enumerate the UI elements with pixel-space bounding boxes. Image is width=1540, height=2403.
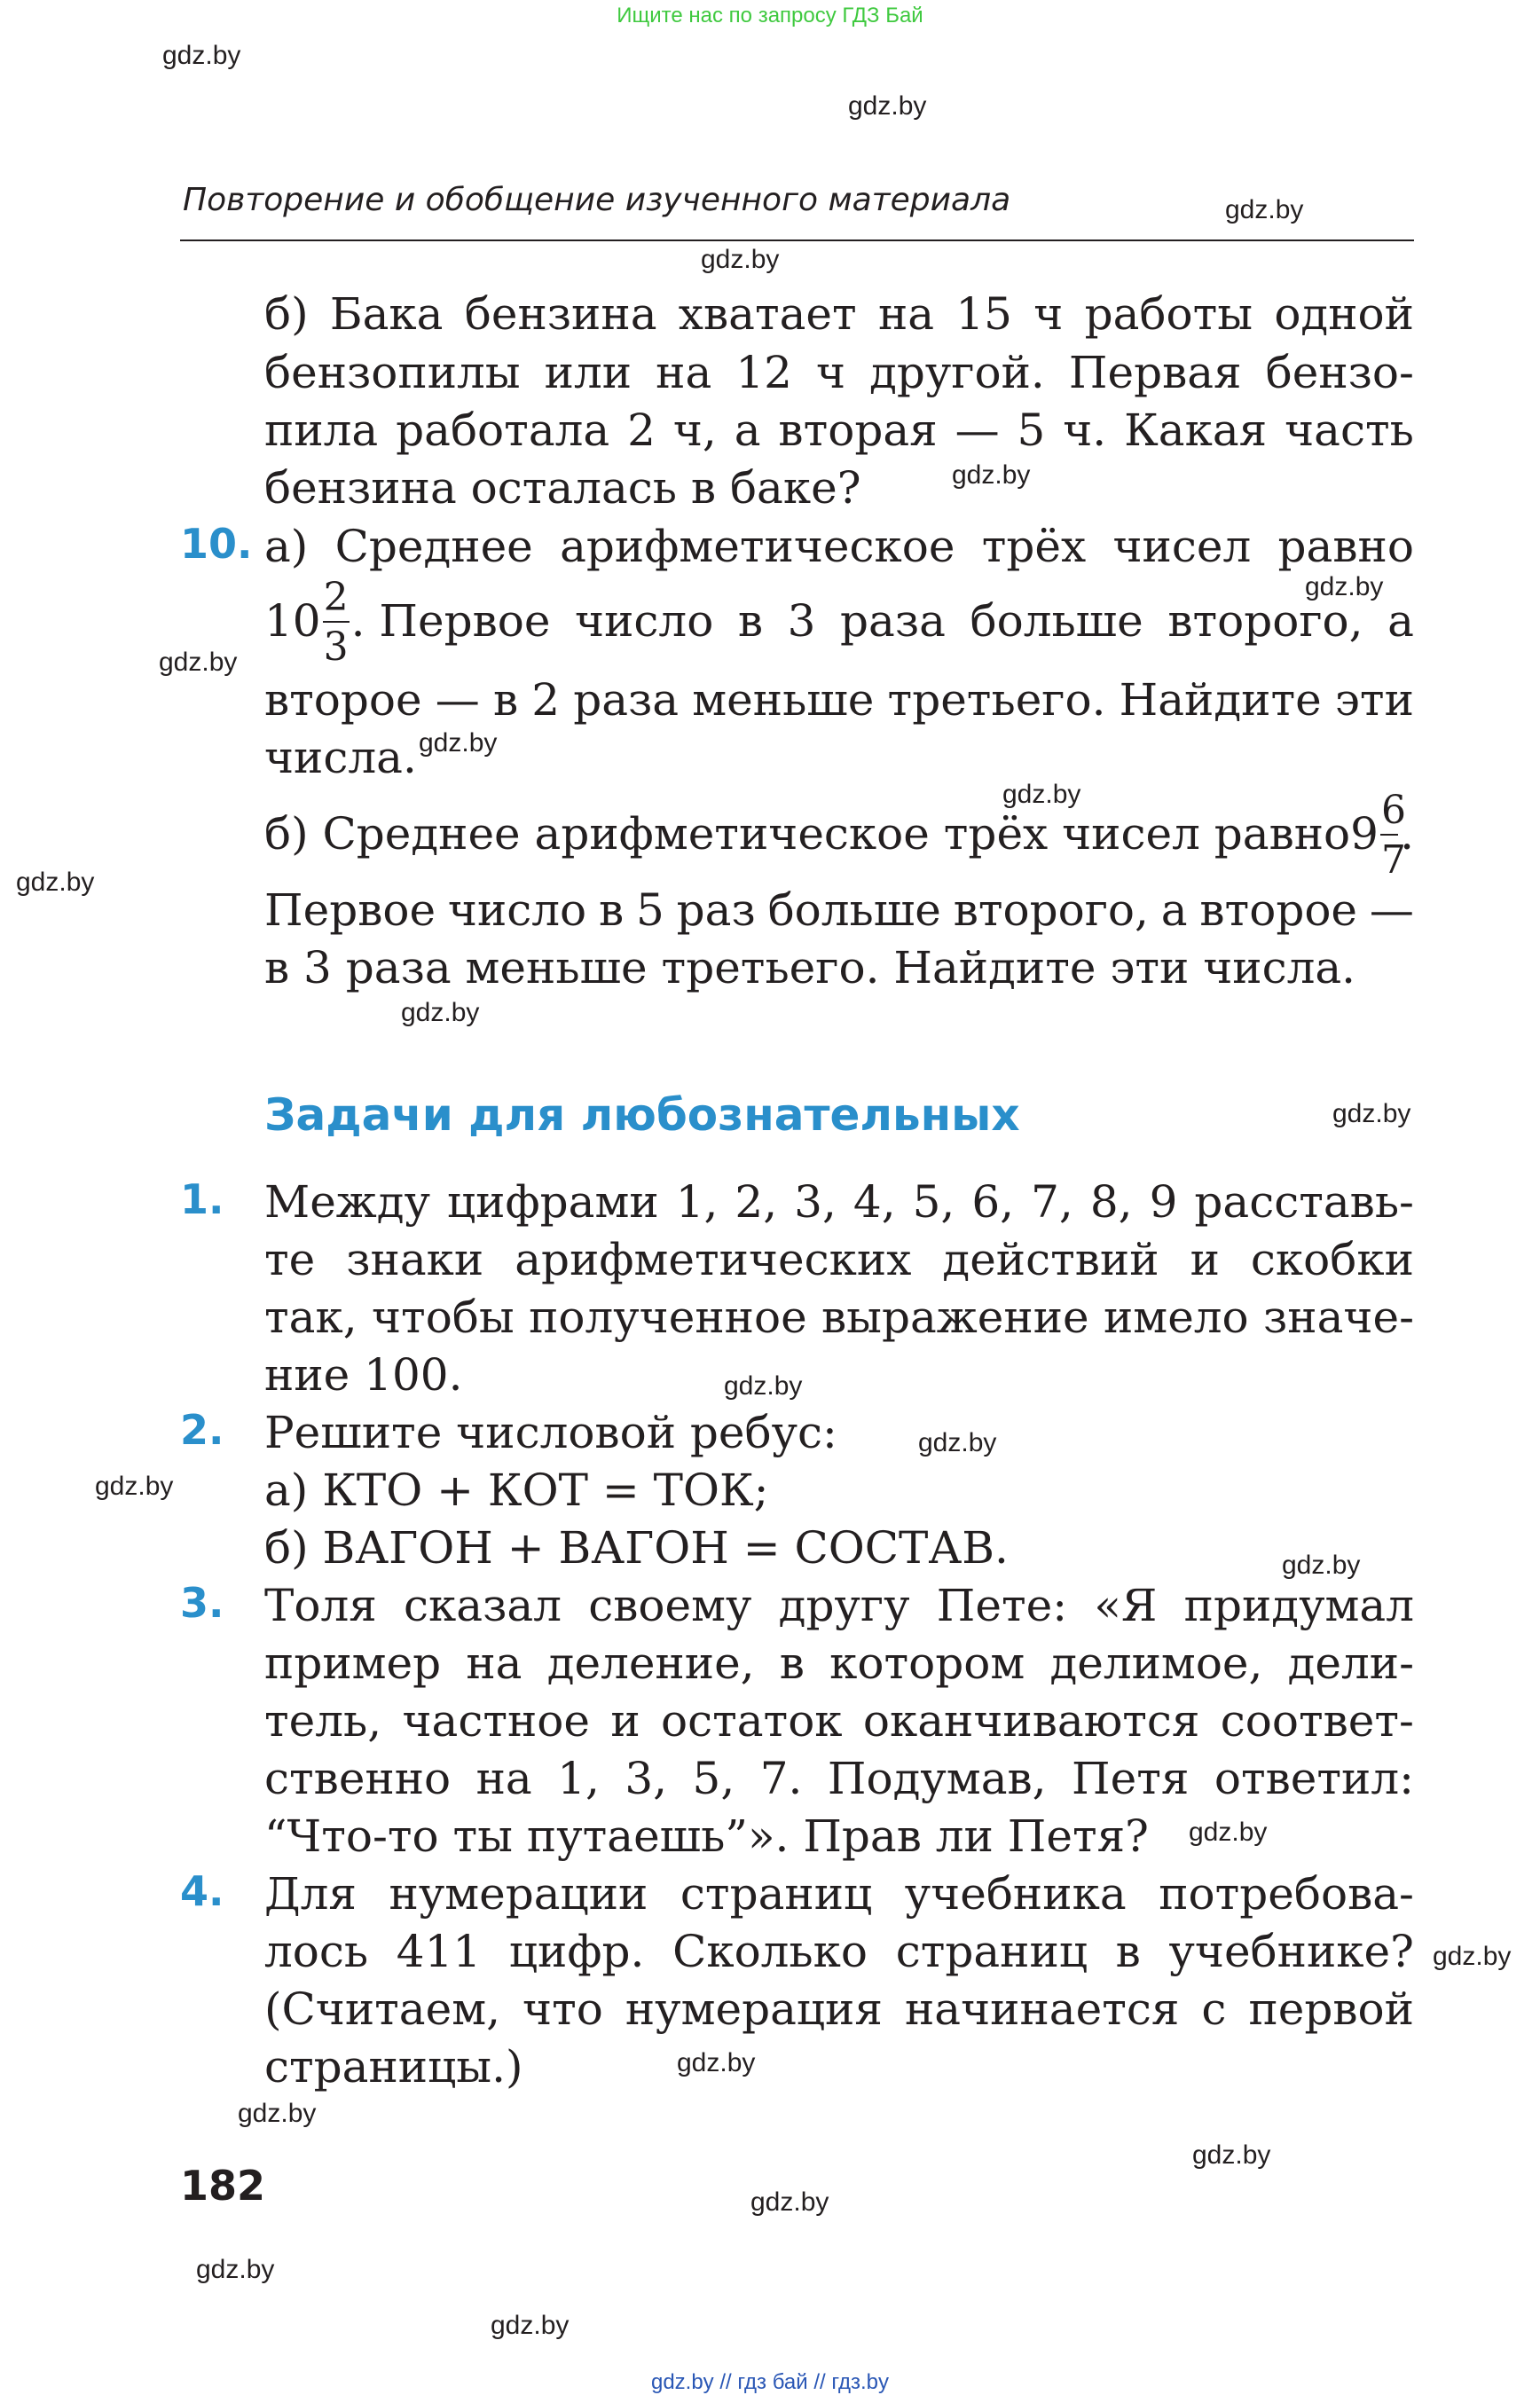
word: что <box>522 1983 603 2035</box>
word: учебника <box>904 1868 1127 1920</box>
watermark: gdz.by <box>1192 2140 1271 2170</box>
word: нумерация <box>625 1983 883 2035</box>
watermark: gdz.by <box>677 2048 756 2077</box>
word: на <box>466 1637 522 1689</box>
problem3-line <box>264 1579 1414 1632</box>
word: полученное <box>529 1292 807 1343</box>
problem3-line: “Что-то ты путаешь”». Прав ли Петя? <box>264 1810 1149 1862</box>
fraction-bar <box>1380 834 1398 836</box>
word: меньше <box>692 674 875 726</box>
word: Петя <box>1072 1753 1190 1804</box>
word: число <box>447 884 587 936</box>
word: Подумав, <box>827 1753 1047 1804</box>
header-rule <box>180 240 1414 241</box>
word: Какая <box>1124 404 1268 456</box>
word: работала <box>396 404 610 456</box>
word: Найдите <box>1119 674 1322 726</box>
problem2-line: б) ВАГОН + ВАГОН = СОСТАВ. <box>264 1522 1009 1574</box>
section-title: Задачи для любознательных <box>264 1089 1020 1141</box>
word: ч <box>815 347 846 398</box>
watermark: gdz.by <box>1282 1551 1361 1580</box>
word: третьего. <box>887 674 1106 726</box>
fraction-bar <box>323 621 350 623</box>
word: второе <box>1199 884 1358 936</box>
word: деление, <box>546 1637 755 1689</box>
word: остаток <box>660 1695 843 1747</box>
word: скобки <box>1250 1234 1414 1285</box>
word: в <box>598 884 625 936</box>
problem4-line <box>264 1925 1414 1978</box>
word: второго, <box>1167 595 1363 647</box>
word: знаки <box>346 1234 484 1285</box>
task10b-line: в 3 раза меньше третьего. Найдите эти числа. <box>264 942 1356 993</box>
word: соответ- <box>1220 1695 1414 1747</box>
task-number: 10. <box>180 520 253 568</box>
word: 6, <box>971 1176 1015 1228</box>
word: потребова- <box>1159 1868 1414 1920</box>
top-banner: Ищите нас по запросу ГДЗ Бай <box>617 4 923 27</box>
watermark: gdz.by <box>419 728 498 758</box>
word: ч <box>1033 288 1064 340</box>
word: 1, <box>557 1753 600 1804</box>
task9b-line: бензина осталась в баке? <box>264 462 861 514</box>
watermark: gdz.by <box>848 91 927 121</box>
word: 2, <box>735 1176 778 1228</box>
problem-number: 2. <box>180 1406 224 1454</box>
word: учебнике? <box>1168 1926 1414 1977</box>
word: другой. <box>869 347 1045 398</box>
word: 3, <box>625 1753 668 1804</box>
word: и <box>1190 1234 1220 1285</box>
word: ч, <box>672 404 717 456</box>
word: другу <box>778 1580 910 1631</box>
word: Бака <box>329 288 444 340</box>
word: 8, <box>1089 1176 1133 1228</box>
page-number: 182 <box>180 2162 266 2210</box>
word: часть <box>1285 404 1414 456</box>
word: на <box>475 1753 532 1804</box>
word: в <box>1115 1926 1141 1977</box>
task10b-line <box>264 883 1414 937</box>
word: в <box>779 1637 805 1689</box>
word: Толя <box>264 1580 377 1631</box>
watermark: gdz.by <box>401 998 480 1027</box>
word: оканчиваются <box>862 1695 1200 1747</box>
word: — <box>1369 884 1414 936</box>
word: чисел <box>1112 521 1252 572</box>
word: на <box>877 288 935 340</box>
watermark: gdz.by <box>952 460 1031 490</box>
task10a-line: числа. <box>264 732 417 783</box>
word: число <box>575 595 714 647</box>
word: пила <box>264 404 379 456</box>
watermark: gdz.by <box>95 1472 174 1501</box>
word: тель, <box>264 1695 382 1747</box>
word: — <box>435 674 480 726</box>
word: 411 <box>396 1926 482 1977</box>
word: трёх <box>981 521 1087 572</box>
word: расставь- <box>1194 1176 1414 1228</box>
word: 3 <box>787 595 816 647</box>
problem1-line <box>264 1175 1414 1229</box>
task10b-text: б) Среднее арифметическое трёх чисел равно <box>264 808 1351 860</box>
word: 5 <box>635 884 664 936</box>
task10a-line-rest <box>351 594 1414 648</box>
word: больше <box>767 884 941 936</box>
word: работы <box>1084 288 1253 340</box>
watermark: gdz.by <box>162 41 241 70</box>
word: а <box>734 404 761 456</box>
word: раза <box>840 595 946 647</box>
word: 3, <box>794 1176 837 1228</box>
word: Среднее <box>334 521 533 572</box>
word: Первое <box>264 884 436 936</box>
problem-number: 1. <box>180 1175 224 1223</box>
fraction-numerator: 2 <box>323 575 349 620</box>
word: 5 <box>1017 404 1046 456</box>
task9b-line <box>264 404 1414 457</box>
word: Сколько <box>672 1926 868 1977</box>
watermark: gdz.by <box>159 648 238 677</box>
mixed-number-whole: 10 <box>264 595 321 647</box>
watermark: gdz.by <box>1189 1818 1268 1847</box>
watermark: gdz.by <box>491 2311 570 2340</box>
fraction <box>1379 788 1406 883</box>
problem3-line <box>264 1752 1414 1805</box>
word: 9 <box>1149 1176 1178 1228</box>
watermark: gdz.by <box>750 2187 829 2217</box>
word: пример <box>264 1637 442 1689</box>
word: ч. <box>1063 404 1107 456</box>
watermark: gdz.by <box>1433 1942 1512 1971</box>
watermark: gdz.by <box>1332 1099 1411 1128</box>
word: выражение <box>821 1292 1089 1343</box>
problem4-line: страницы.) <box>264 2041 523 2093</box>
problem3-line <box>264 1637 1414 1690</box>
word: в <box>492 674 519 726</box>
word: начинается <box>904 1983 1180 2035</box>
watermark: gdz.by <box>238 2099 317 2128</box>
word: бензопилы <box>264 347 521 398</box>
word: больше <box>970 595 1143 647</box>
word: 1, <box>675 1176 719 1228</box>
word: 7. <box>759 1753 803 1804</box>
watermark: gdz.by <box>16 868 95 897</box>
word: нумерации <box>389 1868 648 1920</box>
word: а <box>1160 884 1188 936</box>
word: второго, <box>953 884 1149 936</box>
word: на <box>656 347 712 398</box>
fraction-denominator: 7 <box>1380 837 1406 883</box>
word: второе <box>264 674 422 726</box>
problem4-line <box>264 1867 1414 1920</box>
word: лось <box>264 1926 369 1977</box>
fraction-denominator: 3 <box>323 624 349 670</box>
word: цифр. <box>508 1926 645 1977</box>
task10a-line <box>264 520 1414 573</box>
word: — <box>955 404 1000 456</box>
problem3-line <box>264 1694 1414 1747</box>
word: 5, <box>692 1753 735 1804</box>
fraction-numerator: 6 <box>1380 788 1406 833</box>
word: страниц <box>895 1926 1088 1977</box>
word: 15 <box>955 288 1012 340</box>
word: чтобы <box>371 1292 515 1343</box>
watermark: gdz.by <box>701 245 780 274</box>
word: б) <box>264 288 309 340</box>
word: раза <box>573 674 680 726</box>
word: дели- <box>1287 1637 1414 1689</box>
word: котором <box>829 1637 1025 1689</box>
word: своему <box>588 1580 752 1631</box>
word: первой <box>1248 1983 1414 2035</box>
problem-number: 4. <box>180 1867 224 1915</box>
word: ственно <box>264 1753 452 1804</box>
word: 5, <box>912 1176 955 1228</box>
problem-number: 3. <box>180 1579 224 1627</box>
task9b-line <box>264 287 1414 341</box>
running-header: Повторение и обобщение изученного материала <box>183 182 1011 218</box>
watermark: gdz.by <box>918 1428 997 1457</box>
word: одной <box>1274 288 1414 340</box>
word: Первая <box>1068 347 1242 398</box>
word: те <box>264 1234 316 1285</box>
word: а <box>1387 595 1414 647</box>
word: раз <box>676 884 756 936</box>
word: 2 <box>531 674 561 726</box>
word: эти <box>1334 674 1414 726</box>
problem2-line: а) КТО + КОТ = ТОК; <box>264 1465 769 1516</box>
word: Между <box>264 1176 430 1228</box>
word: Для <box>264 1868 357 1920</box>
word: «Я <box>1094 1580 1158 1631</box>
word: а) <box>264 521 309 572</box>
fraction <box>321 575 351 670</box>
word: бензина <box>464 288 657 340</box>
word: Пете: <box>936 1580 1068 1631</box>
word: в <box>737 595 764 647</box>
problem1-line <box>264 1291 1414 1344</box>
word: бензо- <box>1265 347 1414 398</box>
word: значе- <box>1263 1292 1414 1343</box>
task10b-line: б) Среднее арифметическое трёх чисел равно 9 $\frac{6}{7}$ . <box>264 788 1414 883</box>
word: 4, <box>852 1176 896 1228</box>
word: хватает <box>678 288 857 340</box>
word: или <box>544 347 632 398</box>
problem1-line: ние 100. <box>264 1349 463 1401</box>
word: и <box>610 1695 640 1747</box>
mixed-number-whole: 9 <box>1350 808 1379 860</box>
watermark: gdz.by <box>1305 572 1384 601</box>
watermark: gdz.by <box>724 1371 803 1401</box>
word: цифрами <box>447 1176 659 1228</box>
word: так, <box>264 1292 358 1343</box>
problem1-line <box>264 1233 1414 1286</box>
word: делимое, <box>1049 1637 1263 1689</box>
word: 2 <box>627 404 656 456</box>
task9b-line <box>264 346 1414 399</box>
watermark: gdz.by <box>1225 195 1304 224</box>
watermark: gdz.by <box>1002 780 1081 809</box>
watermark: gdz.by <box>196 2255 275 2284</box>
problem2-line: Решите числовой ребус: <box>264 1407 837 1458</box>
word: 12 <box>735 347 792 398</box>
problem4-line <box>264 1983 1414 2036</box>
word: с <box>1201 1983 1227 2035</box>
word: 7, <box>1031 1176 1073 1228</box>
word: частное <box>402 1695 591 1747</box>
word: вторая <box>778 404 938 456</box>
word: арифметическое <box>560 521 955 572</box>
word: арифметических <box>515 1234 912 1285</box>
word: действий <box>942 1234 1159 1285</box>
word: равно <box>1277 521 1414 572</box>
word: придумал <box>1183 1580 1414 1631</box>
word: имело <box>1103 1292 1249 1343</box>
bottom-banner: gdz.by // гдз бай // гдз.by <box>650 2370 890 2394</box>
word: ответил: <box>1214 1753 1414 1804</box>
word: (Считаем, <box>264 1983 500 2035</box>
word: страниц <box>680 1868 873 1920</box>
word: сказал <box>404 1580 562 1631</box>
word: . Первое <box>350 595 551 647</box>
task10a-line <box>264 673 1414 726</box>
